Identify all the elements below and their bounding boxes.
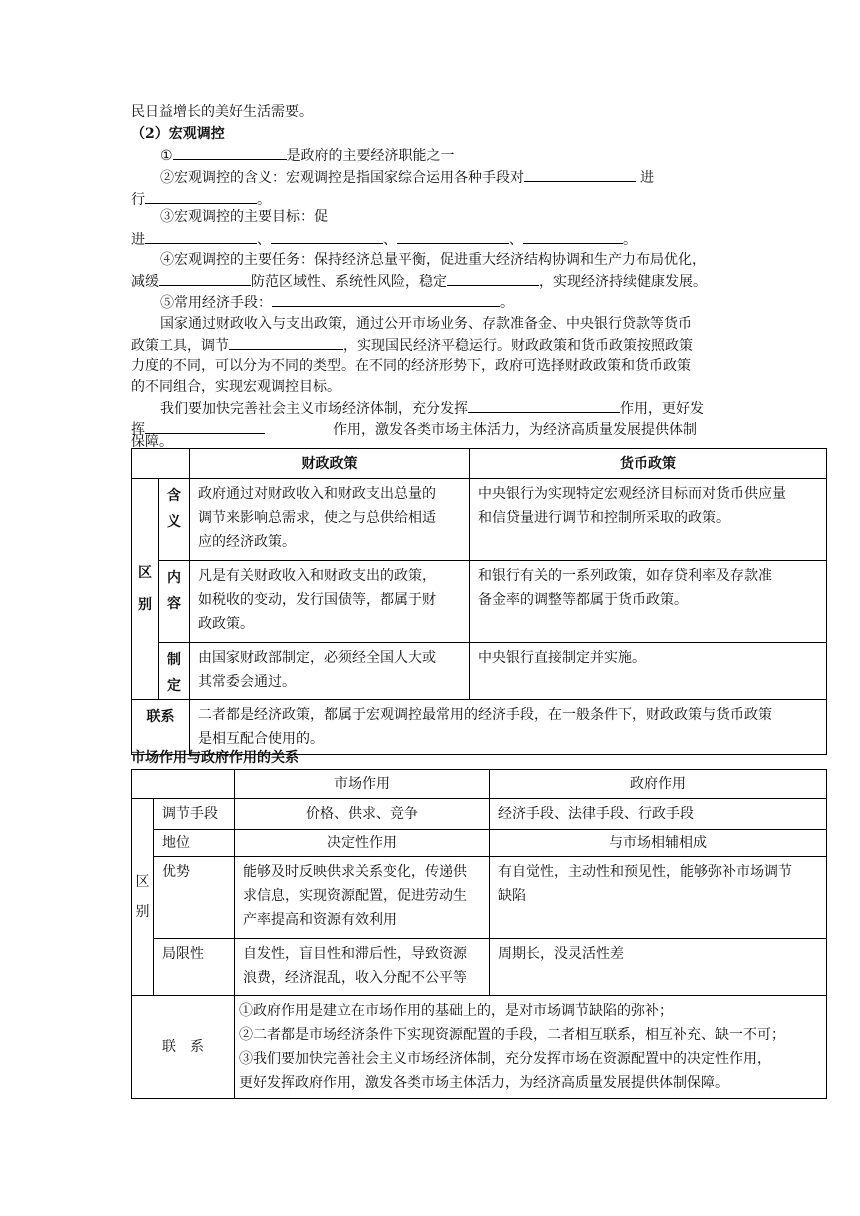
fill-blank[interactable] <box>523 229 623 244</box>
paragraph-1-text: 政策工具，调节 <box>131 338 229 354</box>
cell-line: 如税收的变动，发行国债等，都属于财 <box>198 592 436 608</box>
cell-line: 与市场相辅相成 <box>609 835 707 851</box>
link-cell <box>235 996 827 1099</box>
government-cell <box>490 939 827 996</box>
label-char: 义 <box>167 514 181 530</box>
column-header-monetary: 货币政策 <box>470 449 827 479</box>
cell-line: 产率提高和资源有效利用 <box>243 912 397 928</box>
cell-line: 决定性作用 <box>327 835 397 851</box>
item-5-text: ⑤常用经济手段： <box>160 295 272 311</box>
cell-line: 二者都是经济政策，都属于宏观调控最常用的经济手段，在一般条件下，财政政策与货币政策 <box>198 707 772 723</box>
row-label: 优势 <box>154 857 235 939</box>
cell-line: 政府通过对财政收入和财政支出总量的 <box>198 486 436 502</box>
row-label: 局限性 <box>154 939 235 996</box>
table-row <box>132 830 827 857</box>
cell-line: 中央银行为实现特定宏观经济目标而对货币供应量 <box>478 486 786 502</box>
monetary-cell <box>470 561 827 643</box>
cell-line: 和信贷量进行调节和控制所采取的政策。 <box>478 510 730 526</box>
label-char: 制 <box>167 652 181 668</box>
label-char: 区 <box>138 565 152 581</box>
market-government-table <box>131 769 827 1099</box>
cell-line: 调节来影响总需求，使之与总供给相适 <box>198 510 436 526</box>
row-label: 调节手段 <box>154 799 235 830</box>
item-3: ③宏观调控的主要目标：促 <box>160 209 328 225</box>
cell-line: 是相互配合使用的。 <box>198 731 324 747</box>
item-2-text: 行 <box>131 192 145 208</box>
government-cell <box>490 857 827 939</box>
fill-blank[interactable] <box>524 167 636 182</box>
label-char: 内 <box>167 570 181 586</box>
cell-line: 经济手段、法律手段、行政手段 <box>498 806 694 822</box>
paragraph-1: 国家通过财政收入与支出政策，通过公开市场业务、存款准备金、中央银行贷款等货币 <box>160 316 692 332</box>
item-5 <box>160 292 514 313</box>
cell-line: 价格、供求、竞争 <box>306 806 418 822</box>
link-label: 联系 <box>132 700 190 755</box>
cell-line: 周期长，没灵活性差 <box>498 946 624 962</box>
cell-line: 自发性，盲目性和滞后性，导致资源 <box>243 946 467 962</box>
item-2 <box>160 167 654 188</box>
fiscal-cell <box>190 643 470 700</box>
cell-line: 缺陷 <box>498 888 526 904</box>
item-2-text: ②宏观调控的含义：宏观调控是指国家综合运用各种手段对 <box>160 170 524 186</box>
item-4-text: ，实现经济持续健康发展。 <box>539 274 707 290</box>
item-3-text: 。 <box>623 232 637 248</box>
cell-line: 政政策。 <box>198 616 254 632</box>
fill-blank[interactable] <box>447 271 539 286</box>
intro-line: 民日益增长的美好生活需要。 <box>131 104 313 120</box>
item-4: ④宏观调控的主要任务：保持经济总量平衡，促进重大经济结构协调和生产力布局优化， <box>160 252 706 268</box>
government-cell <box>490 830 827 857</box>
label-char: 容 <box>167 596 181 612</box>
difference-label <box>132 479 159 700</box>
paragraph-2-text: 作用，激发各类市场主体活力，为经济高质量发展提供体制 <box>333 422 697 438</box>
cell-line: 备金率的调整等都属于货币政策。 <box>478 592 688 608</box>
column-header-fiscal: 财政政策 <box>190 449 470 479</box>
item-2-text: 。 <box>257 192 271 208</box>
cell-line: 中央银行直接制定并实施。 <box>478 650 646 666</box>
monetary-cell <box>470 479 827 561</box>
item-4-text: 减缓 <box>131 274 159 290</box>
item-1-suffix: 是政府的主要经济职能之一 <box>286 148 455 164</box>
label-char: 区 <box>135 874 150 890</box>
paragraph-1-line: 力度的不同，可以分为不同的类型。在不同的经济形势下，政府可选择财政政策和货币政策 <box>131 358 691 374</box>
cell-line: 由国家财政部制定，必须经全国人大或 <box>198 650 436 666</box>
market-cell <box>235 939 490 996</box>
market-cell <box>235 799 490 830</box>
fill-blank[interactable] <box>468 398 620 413</box>
government-cell <box>490 799 827 830</box>
row-label <box>159 479 190 561</box>
policy-table <box>131 448 827 755</box>
row-label: 地位 <box>154 830 235 857</box>
paragraph-2-line: 保障。 <box>131 434 173 450</box>
column-header-market: 市场作用 <box>235 770 490 799</box>
market-cell <box>235 830 490 857</box>
cell-line: 浪费，经济混乱，收入分配不公平等 <box>243 970 467 986</box>
row-label <box>159 643 190 700</box>
item-1 <box>160 145 455 166</box>
separator: 、 <box>257 232 271 248</box>
paragraph-1-text: ，实现国民经济平稳运行。财政政策和货币政策按照政策 <box>343 338 693 354</box>
fill-blank[interactable] <box>397 229 509 244</box>
fill-blank[interactable] <box>159 271 251 286</box>
cell-line: 其常委会通过。 <box>198 674 296 690</box>
table-row <box>132 939 827 996</box>
table-2-title: 市场作用与政府作用的关系 <box>131 750 299 766</box>
label-char: 定 <box>167 678 181 694</box>
cell-line: 更好发挥政府作用，激发各类市场主体活力，为经济高质量发展提供体制保障。 <box>239 1075 729 1091</box>
row-label <box>159 561 190 643</box>
separator: 、 <box>383 232 397 248</box>
cell-line: 和银行有关的一系列政策，如存贷利率及存款准 <box>478 568 772 584</box>
corner-cell <box>132 449 190 479</box>
item-4-text: 防范区域性、系统性风险，稳定 <box>251 274 447 290</box>
cell-line: ①政府作用是建立在市场作用的基础上的，是对市场调节缺陷的弥补； <box>239 1003 673 1019</box>
column-header-government: 政府作用 <box>490 770 827 799</box>
market-cell <box>235 857 490 939</box>
table-row <box>132 857 827 939</box>
monetary-cell <box>470 643 827 700</box>
item-4-cont <box>131 271 707 292</box>
paragraph-2 <box>160 398 704 419</box>
cell-line: 有自觉性，主动性和预见性，能够弥补市场调节 <box>498 864 792 880</box>
cell-line: 凡是有关财政收入和财政支出的政策， <box>198 568 436 584</box>
table-header-row <box>132 449 827 479</box>
paragraph-1-line: 的不同组合，实现宏观调控目标。 <box>131 379 341 395</box>
table-row <box>132 700 827 755</box>
item-3-cont <box>131 229 637 250</box>
link-label: 联 系 <box>132 996 235 1099</box>
fill-blank[interactable] <box>145 229 257 244</box>
fiscal-cell <box>190 561 470 643</box>
paragraph-1-line <box>131 335 693 356</box>
cell-line: 能够及时反映供求关系变化，传递供 <box>243 864 467 880</box>
section-heading: （2）宏观调控 <box>131 126 225 142</box>
fill-blank[interactable] <box>271 229 383 244</box>
table-row <box>132 799 827 830</box>
cell-line: ②二者都是市场经济条件下实现资源配置的手段，二者相互联系，相互补充、缺一不可； <box>239 1027 785 1043</box>
table-row <box>132 479 827 561</box>
corner-cell <box>132 770 235 799</box>
paragraph-2-text: 挥 <box>131 422 145 438</box>
cell-line: 求信息，实现资源配置，促进劳动生 <box>243 888 467 904</box>
link-cell <box>190 700 827 755</box>
cell-line: 应的经济政策。 <box>198 534 296 550</box>
paragraph-2-line <box>131 419 697 440</box>
fill-blank[interactable] <box>229 335 343 350</box>
fill-blank[interactable] <box>173 145 287 160</box>
table-row <box>132 996 827 1099</box>
label-char: 别 <box>138 597 152 613</box>
difference-label <box>132 799 154 996</box>
fill-blank[interactable] <box>145 189 257 204</box>
label-char: 别 <box>135 904 150 920</box>
fiscal-cell <box>190 479 470 561</box>
paragraph-2-text: 我们要加快完善社会主义市场经济体制，充分发挥 <box>160 401 468 417</box>
table-row <box>132 643 827 700</box>
item-5-text: 。 <box>500 295 514 311</box>
paragraph-2-text: 作用，更好发 <box>620 401 704 417</box>
separator: 、 <box>509 232 523 248</box>
fill-blank[interactable] <box>272 292 500 307</box>
item-3-text: 进 <box>131 232 145 248</box>
table-row <box>132 561 827 643</box>
item-2-text: 进 <box>640 170 654 186</box>
table-header-row <box>132 770 827 799</box>
cell-line: ③我们要加快完善社会主义市场经济体制，充分发挥市场在资源配置中的决定性作用， <box>239 1051 771 1067</box>
label-char: 含 <box>167 488 181 504</box>
item-1-prefix: ① <box>160 148 173 164</box>
